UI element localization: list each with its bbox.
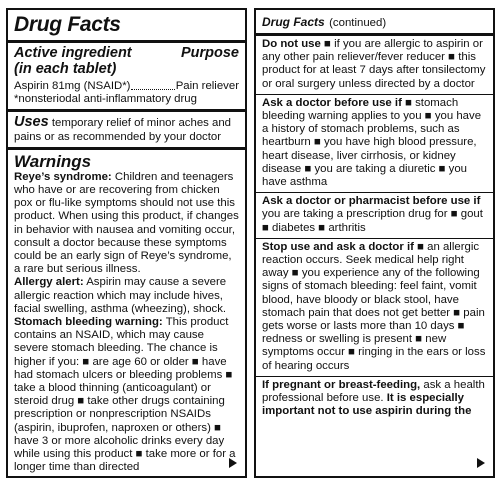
ingredient-name: Aspirin 81mg (NSAID*) — [14, 80, 131, 92]
active-ingredient-section — [8, 40, 245, 109]
stop-use-section: Stop use and ask a doctor if ■ an allergic reaction occurs. Seek medical help right away ■ you experience any of the following signs of stomach bleeding: feel faint, vomit blood, have bloody or black stool, have stomach pain that does not get better ■ pain gets worse or lasts more than 10 days ■ redness or swelling is present ■ new symptoms occur ■ ringing in the ears or loss of hearing occurs — [256, 238, 493, 376]
purpose-heading: Purpose — [180, 45, 239, 61]
left-title: Drug Facts — [14, 13, 121, 36]
uses-text: temporary relief of minor aches and pains or as recommended by your doctor — [14, 117, 232, 143]
do-not-use-section: Do not use ■ if you are allergic to aspirin or any other pain reliever/fever reducer ■ this product for at least 7 days after tonsilectomy or oral surgery unless directed by a doctor — [256, 33, 493, 94]
drug-facts-panel-left — [6, 8, 247, 478]
reye-warning: Reye’s syndrome: Children and teenagers who have or are recovering from chicken pox or flu-like symptoms should not use this product. When using this product, if changes in behavior with nausea and vomiting occur, consult a doctor because these symptoms could be an early sign of Reye’s syndrome, a rare but serious illness. — [14, 170, 239, 276]
pregnancy-section: If pregnant or breast-feeding, ask a health professional before use. It is especially important not to use aspirin during the — [256, 376, 493, 422]
right-title: Drug Facts — [262, 15, 325, 29]
ingredient-footnote: *nonsteriodal anti-inflammatory drug — [14, 93, 197, 106]
ask-doctor-section: Ask a doctor before use if ■ stomach bleeding warning applies to you ■ you have a history of stomach problems, such as heartburn ■ you have high blood pressure, heart disease, liver cirrhosis, or kidney disease ■ you are taking a diuretic ■ you have asthma — [256, 94, 493, 192]
allergy-alert: Allergy alert: Aspirin may cause a severe allergic reaction which may include hives, facial swelling, asthma (wheezing), shock. — [14, 276, 227, 315]
continue-arrow-icon — [477, 458, 485, 468]
active-ingredient-heading: Active ingredient (in each tablet) — [14, 45, 132, 77]
drug-facts-panel-right — [254, 8, 495, 478]
right-title-section — [256, 10, 493, 33]
ingredient-purpose: Pain reliever — [175, 80, 239, 92]
ingredient-row — [14, 80, 239, 93]
uses-heading: Uses — [14, 114, 49, 131]
stomach-bleeding-warning: Stomach bleeding warning: This product contains an NSAID, which may cause severe stomach bleeding. The chance is higher if you: ■ are age 60 or older ■ have had stomach ulcers or bleeding problems ■ take a blood thinning (anticoagulant) or steroid drug ■ take other drugs containing prescription or nonprescription NSAIDs (aspirin, ibuprofen, naproxen or others) ■ have 3 or more alcoholic drinks every day while using this product ■ take more or for a longer time than directed — [14, 316, 236, 474]
uses-section — [8, 109, 245, 146]
ask-pharmacist-section: Ask a doctor or pharmacist before use if you are taking a prescription drug for ■ gout ■ diabetes ■ arthritis — [256, 192, 493, 238]
warnings-heading: Warnings — [14, 151, 92, 171]
continue-arrow-icon — [229, 458, 237, 468]
left-title-section — [8, 10, 245, 40]
warnings-section — [8, 147, 245, 478]
right-title-suffix: (continued) — [329, 17, 387, 29]
